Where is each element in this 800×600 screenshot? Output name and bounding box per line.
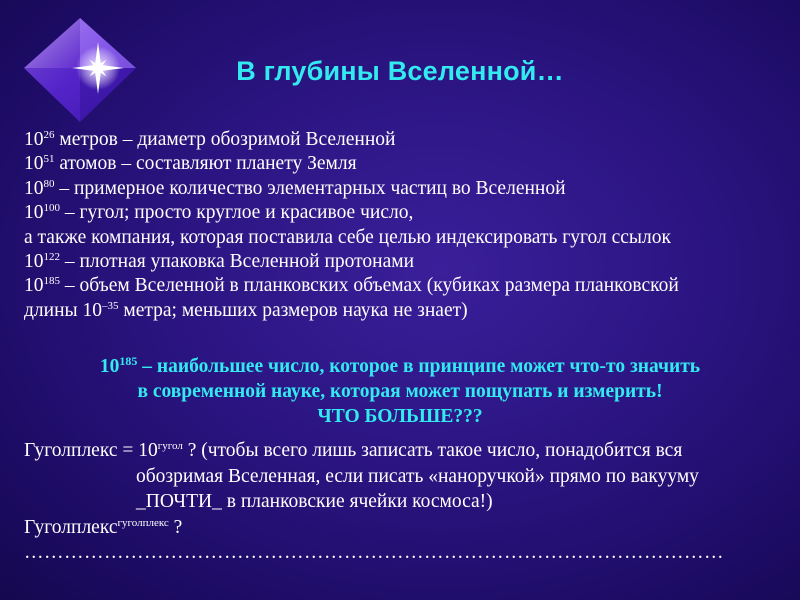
highlight-line-3: ЧТО БОЛЬШЕ??? [317, 406, 483, 427]
fact-line: $10^{185}$ – объем Вселенной в планковских объемах (кубиках размера планковской [24, 275, 679, 297]
googolplex-line-3: _ПОЧТИ_ в планковские ячейки космоса!) [136, 491, 493, 512]
facts-list [24, 128, 784, 323]
highlight-block [20, 354, 780, 429]
highlight-line-1: $10^{185}$ – наибольшее число, которое в принципе может что-то значить [99, 354, 701, 377]
fact-line: $10^{51}$ атомов – составляют планету Земля [24, 153, 357, 175]
fact-line: длины $10^{-35}$ метра; меньших размеров наука не знает) [24, 299, 468, 321]
fact-line: $10^{26}$ метров – диаметр обозримой Вселенной [24, 129, 396, 150]
googolplex-line-2: обозримая Вселенная, если писать «наноручкой» прямо по вакууму [136, 465, 699, 487]
googolplex-line-1: Гуголплекс = $10^{гугол}$ ? (чтобы всего лишь записать такое число, понадобится вся [24, 440, 683, 461]
fact-line: $10^{100}$ – гугол; просто круглое и красивое число, [24, 202, 414, 224]
diamond-star-logo [20, 16, 150, 126]
page-title: В глубины Вселенной… [236, 56, 564, 86]
fact-line: $10^{122}$ – плотная упаковка Вселенной протонами [24, 251, 415, 273]
googolplex-block [24, 438, 794, 566]
googolplexplex-line: Гуголплекс$^{гуголплекс}$ ? [24, 516, 183, 538]
fact-line: $10^{80}$ – примерное количество элементарных частиц во Вселенной [24, 177, 566, 199]
fact-line: а также компания, которая поставила себе целью индексировать гугол ссылок [24, 226, 671, 248]
highlight-line-2: в современной науке, которая может пощупать и измерить! [137, 381, 663, 402]
ellipsis-line: …………………………………………………………………………………………… [24, 542, 724, 563]
